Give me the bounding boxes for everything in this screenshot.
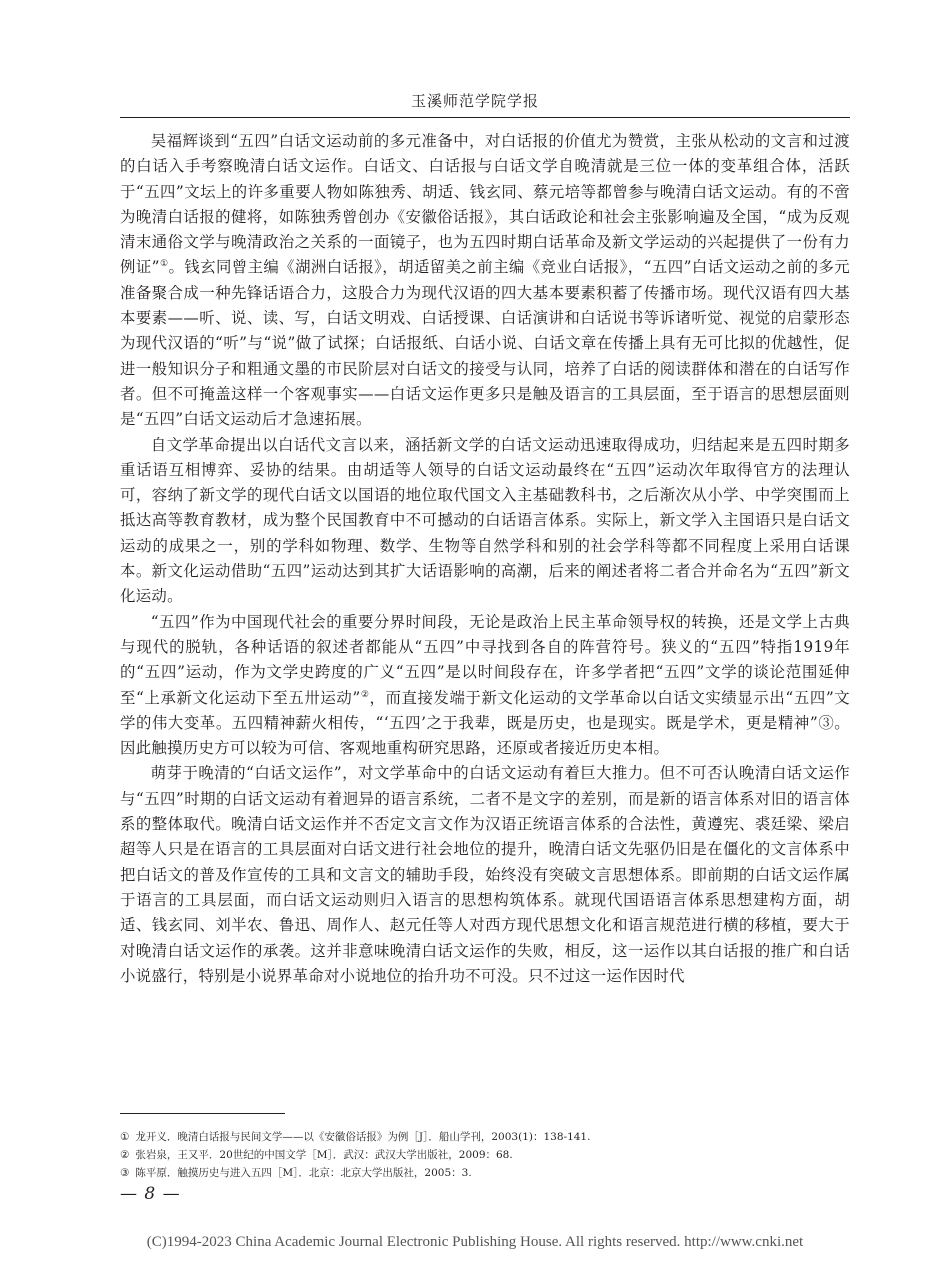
paragraph — [120, 129, 850, 433]
paragraph-text: 萌芽于晚清的“白话文运作”，对文学革命中的白话文运动有着巨大推力。但不可否认晚清白话文运作与“五四”时期的白话文运动有着迥异的语言系统，二者不是文字的差别，而是新的语言体系对旧的语言体系的整体取代。晚清白话文运作并不否定文言文作为汉语正统语言体系的合法性，黄遵宪、裘廷梁、梁启超等人只是在语言的工具层面对白话文进行社会地位的提升，晚清白话文先驱仍旧是在僵化的文言体系中把白话文的普及作宣传的工具和文言文的辅助手段，始终没有突破文言思想体系。即前期的白话文运作属于语言的工具层面，而白话文运动则归入语言的思想构筑体系。就现代国语语言体系思想建构方面，胡适、钱玄同、刘半农、鲁迅、周作人、赵元任等人对西方现代思想文化和语言规范进行横的移植，要大于对晚清白话文运作的承袭。这并非意味晚清白话文运作的失败，相反，这一运作以其白话报的推广和白话小说盛行，特别是小说界革命对小说地位的抬升功不可没。只不过这一运作因时代 — [120, 764, 850, 985]
footnote-item — [120, 1146, 850, 1164]
paragraph-text: 吴福辉谈到“五四”白话文运动前的多元准备中，对白话报的价值尤为赞赏，主张从松动的文言和过渡的白话入手考察晚清白话文运作。白话文、白话报与白话文学自晚清就是三位一体的变革组合体，活跃于“五四”文坛上的许多重要人物如陈独秀、胡适、钱玄同、蔡元培等都曾参与晚清白话文运动。有的不啻为晚清白话报的健将，如陈独秀曾创办《安徽俗话报》，其白话政论和社会主张影响遍及全国，“成为反观清末通俗文学与晚清政治之关系的一面镜子，也为五四时期白话革命及新文学运动的兴起提供了一份有力例证” — [120, 132, 850, 277]
paragraph-text: 自文学革命提出以白话代文言以来，涵括新文学的白话文运动迅速取得成功，归结起来是五四时期多重话语互相博弈、妥协的结果。由胡适等人领导的白话文运动最终在“五四”运动次年取得官方的法理认可，容纳了新文学的现代白话文以国语的地位取代国文入主基础教科书，之后渐次从小学、中学突围而上抵达高等教育教材，成为整个民国教育中不可撼动的白话语言体系。实际上，新文学入主国语只是白话文运动的成果之一，别的学科如物理、数学、生物等自然学科和别的社会学科等都不同程度上采用白话课本。新文化运动借助“五四”运动达到其扩大话语影响的高潮，后来的阐述者将二者合并命名为“五四”新文化运动。 — [120, 435, 850, 606]
paragraph — [120, 761, 850, 989]
footnote-item — [120, 1128, 850, 1146]
paragraph — [120, 610, 850, 762]
footnote-text: 陈平原．触摸历史与进入五四［M］．北京：北京大学出版社，2005：3. — [135, 1167, 472, 1179]
footnotes — [120, 1128, 850, 1182]
footnote-text: 张岩泉，王又平．20世纪的中国文学［M］．武汉：武汉大学出版社，2009：68. — [135, 1149, 513, 1161]
footnote-mark: ① — [120, 1131, 130, 1143]
footnote-divider — [120, 1113, 285, 1114]
footnote-text: 龙开义．晚清白话报与民间文学——以《安徽俗话报》为例［J］．船山学刊，2003(1)：138-141. — [135, 1131, 591, 1143]
footnote-reference[interactable]: ① — [159, 259, 169, 270]
paragraph-text: “五四”作为中国现代社会的重要分界时间段，无论是政治上民主革命领导权的转换，还是文学上古典与现代的脱轨，各种话语的叙述者都能从“五四”中寻找到各自的阵营符号。狭义的“五四”特指1919年的“五四”运动，作为文学史跨度的广义“五四”是以时间段存在，许多学者把“五四”文学的谈论范围延伸至“上承新文化运动下至五卅运动” — [120, 612, 850, 707]
paragraph-text: 。钱玄同曾主编《湖洲白话报》，胡适留美之前主编《竞业白话报》，“五四”白话文运动之前的多元准备聚合成一种先锋话语合力，这股合力为现代汉语的四大基本要素积蓄了传播市场。现代汉语有四大基本要素——听、说、读、写，白话文明戏、白话授课、白话演讲和白话说书等诉诸听觉、视觉的启蒙形态为现代汉语的“听”与“说”做了试探；白话报纸、白话小说、白话文章在传播上具有无可比拟的优越性，促进一般知识分子和粗通文墨的市民阶层对白话文的接受与认同，培养了白话的阅读群体和潜在的白话写作者。但不可掩盖这样一个客观事实——白话文运作更多只是触及语言的工具层面，至于语言的思想层面则是“五四”白话文运动后才急速拓展。 — [120, 258, 850, 429]
footnote-reference[interactable]: ② — [360, 689, 370, 700]
paragraph-text: ，而直接发端于新文化运动的文学革命以白话文实绩显示出“五四”文学的伟大变革。五四精神薪火相传，“‘五四’之于我辈，既是历史，也是现实。既是学术，更是精神”③。因此触摸历史方可以较为可信、客观地重构研究思路，还原或者接近历史本相。 — [120, 688, 850, 758]
article-body — [120, 129, 850, 989]
paragraph — [120, 433, 850, 610]
footnote-item — [120, 1164, 850, 1182]
footnote-mark: ③ — [120, 1167, 130, 1179]
copyright-notice: (C)1994-2023 China Academic Journal Electronic Publishing House. All rights reserved. http://www.cnki.net — [146, 1234, 804, 1250]
page-number: — 8 — — [120, 1184, 181, 1204]
footnote-mark: ② — [120, 1149, 130, 1161]
header-divider — [120, 117, 850, 118]
running-header: 玉溪师范学院学报 — [410, 92, 539, 110]
